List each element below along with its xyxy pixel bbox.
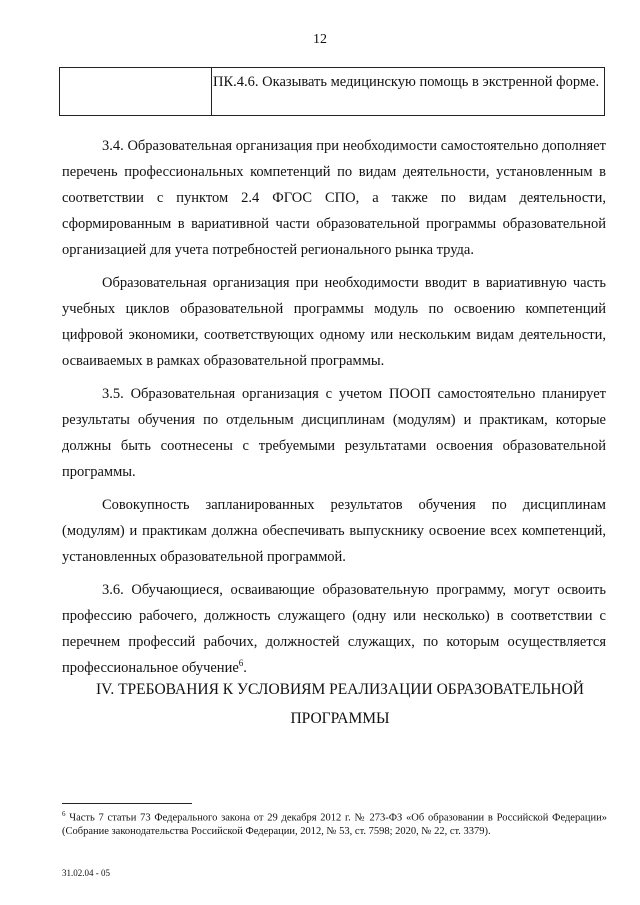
footnote-marker: 6 <box>62 810 66 818</box>
paragraph-results: Совокупность запланированных результатов обучения по дисциплинам (модулям) и практикам должна обеспечивать выпускнику освоение всех компетенций, установленных образовательной программой. <box>62 497 606 565</box>
table-cell-competency: ПК.4.6. Оказывать медицинскую помощь в экстренной форме. <box>213 74 600 90</box>
paragraph-digital-economy: Образовательная организация при необходимости вводит в вариативную часть учебных циклов образовательной программы модуль по освоению компетенций цифровой экономики, соответствующих одному или нескольким видам деятельности, осваиваемых в рамках образовательной программы. <box>62 275 606 369</box>
paragraph-3-5: 3.5. Образовательная организация с учетом ПООП самостоятельно планирует результаты обучения по отдельным дисциплинам (модулям) и практикам, которые должны быть соотнесены с требуемыми результатами освоения образовательной программы. <box>62 386 606 480</box>
section-heading: IV. ТРЕБОВАНИЯ К УСЛОВИЯМ РЕАЛИЗАЦИИ ОБРАЗОВАТЕЛЬНОЙ ПРОГРАММЫ <box>95 681 584 727</box>
body-text <box>62 133 606 688</box>
footnote <box>62 808 607 839</box>
page-number: 12 <box>313 32 327 47</box>
document-code: 31.02.04 - 05 <box>62 868 110 878</box>
paragraph-3-6 <box>62 577 606 681</box>
competency-table <box>59 67 605 116</box>
footnote-divider <box>62 803 192 804</box>
footnote-reference: 6 <box>238 658 244 669</box>
footnote-text: Часть 7 статьи 73 Федерального закона от 29 декабря 2012 г. № 273-ФЗ «Об образовании в Российской Федерации» (Собрание законодательства Российской Федерации, 2012, № 53, ст. 7598; 2020, № 22, ст. 3379). <box>62 812 607 837</box>
paragraph-3-6-text: 3.6. Обучающиеся, осваивающие образовательную программу, могут освоить профессию рабочего, должность служащего (одну или несколько) в соответствии с перечнем профессий рабочих, должностей служащих, по которым осуществляется профессиональное обучение <box>62 582 606 676</box>
paragraph-3-6-tail: . <box>243 660 247 676</box>
paragraph-3-4: 3.4. Образовательная организация при необходимости самостоятельно дополняет перечень профессиональных компетенций по видам деятельности, установленным в соответствии с пунктом 2.4 ФГОС СПО, а также по видам деятельности, сформированным в вариативной части образовательной программы образовательной организацией для учета потребностей регионального рынка труда. <box>62 138 606 258</box>
table-cell-empty <box>60 68 212 115</box>
